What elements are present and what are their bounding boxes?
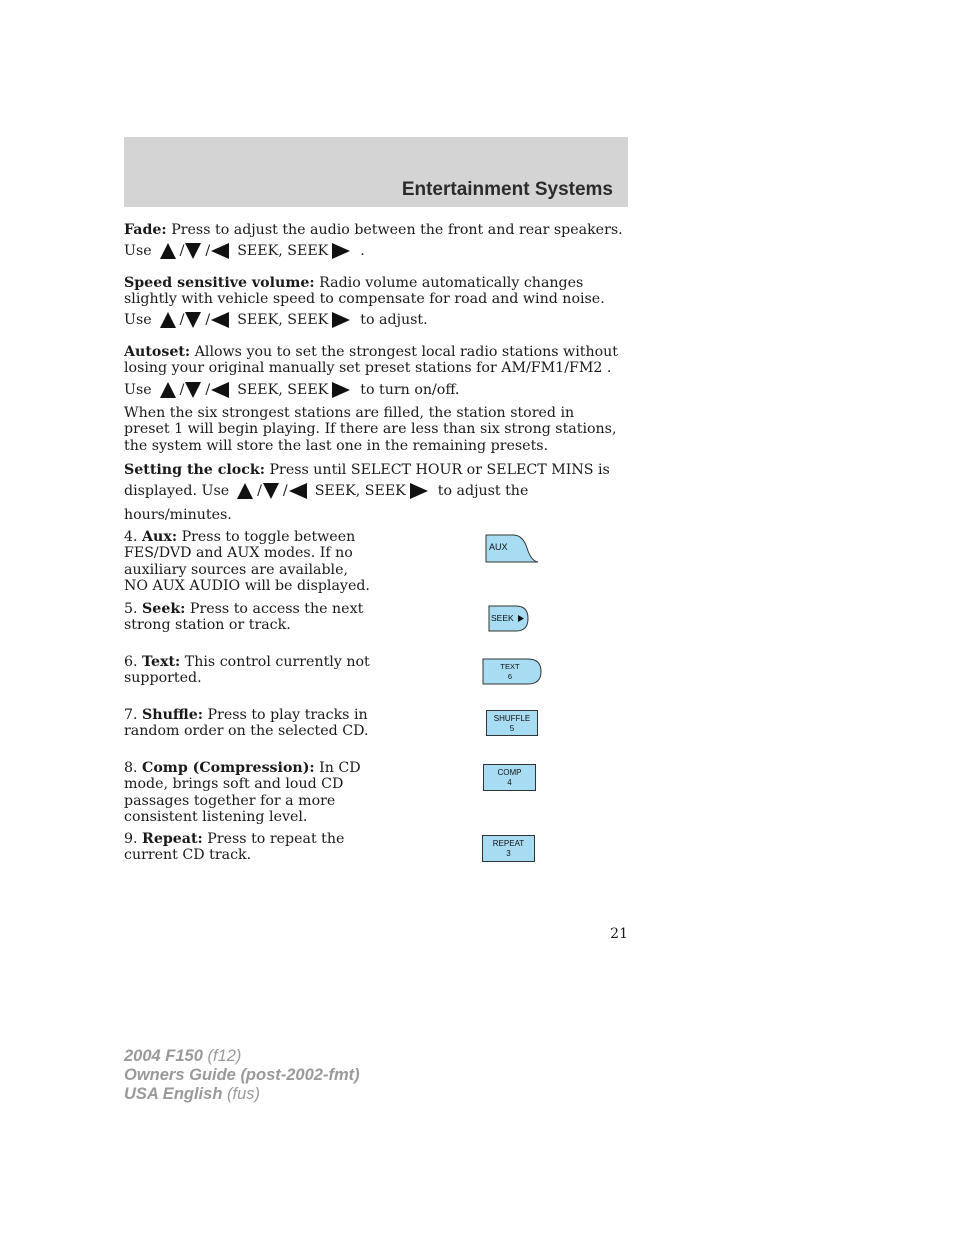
item-label: Shuffle: [142, 707, 204, 723]
use-text: displayed. Use [124, 483, 230, 499]
item-text: Press to repeat the current CD track. [124, 831, 345, 864]
repeat-button-label: REPEAT [492, 839, 525, 848]
clock-paragraph [124, 462, 624, 478]
arrow-up-icon [160, 382, 176, 398]
item-shuffle [124, 707, 374, 740]
autoset-text: Allows you to set the strongest local radio stations without losing your original manually set preset stations for AM/FM1/FM2 . [124, 344, 618, 377]
speed-label: Speed sensitive volume: [124, 275, 315, 291]
fade-use-line: Use / / SEEK, SEEK . [124, 243, 365, 259]
use-text: Use [124, 382, 152, 398]
autoset-paragraph [124, 344, 624, 377]
item-label: Seek: [142, 601, 186, 617]
arrow-up-icon [160, 243, 176, 259]
arrow-right-icon [332, 312, 350, 328]
text-button-label: TEXT [500, 662, 520, 671]
item-label: Comp (Compression): [142, 760, 315, 776]
item-number: 4. [124, 529, 143, 545]
text-button-number: 6 [507, 672, 513, 681]
item-label: Text: [142, 654, 181, 670]
fade-label: Fade: [124, 222, 167, 238]
clock-text: Press until SELECT HOUR or SELECT MINS is [264, 462, 610, 478]
speed-use-line: Use / / SEEK, SEEK to adjust. [124, 312, 428, 328]
item-text: This control currently not supported. [124, 654, 370, 687]
use-end-text: . [360, 243, 365, 259]
seek-text: SEEK, SEEK [314, 483, 406, 499]
arrow-left-icon [289, 483, 307, 499]
arrow-up-icon [160, 312, 176, 328]
arrow-down-icon [185, 312, 201, 328]
arrow-up-icon [237, 483, 253, 499]
item-number: 7. [124, 707, 143, 723]
arrow-right-icon [410, 483, 428, 499]
use-text: Use [124, 243, 152, 259]
footer-language: USA English [124, 1085, 223, 1103]
arrow-right-icon [332, 243, 350, 259]
item-number: 9. [124, 831, 143, 847]
speed-paragraph [124, 275, 624, 308]
shuffle-button-label: SHUFFLE [493, 714, 531, 723]
arrow-right-icon [332, 382, 350, 398]
repeat-button-number: 3 [506, 849, 511, 858]
autoset-use-line: Use / / SEEK, SEEK to turn on/off. [124, 382, 460, 398]
section-title: Entertainment Systems [401, 179, 613, 200]
autoset-note: When the six strongest stations are filled, the station stored in preset 1 will begin playing. If there are less than six strong stations, the system will store the last one in the remaining presets. [124, 405, 617, 454]
arrow-left-icon [211, 382, 229, 398]
repeat-button[interactable] [482, 835, 535, 862]
arrow-down-icon [263, 483, 279, 499]
use-text: Use [124, 312, 152, 328]
footer-guide: Owners Guide (post-2002-fmt) [124, 1066, 360, 1084]
item-label: Repeat: [142, 831, 203, 847]
item-label: Aux: [142, 529, 178, 545]
footer-line-language [124, 1085, 360, 1104]
item-text: Press to access the next strong station or track. [124, 601, 364, 634]
speed-text: Radio volume automatically changes slightly with vehicle speed to compensate for road and wind noise. [124, 275, 605, 308]
footer-language-code: (fus) [222, 1085, 260, 1103]
page-number: 21 [610, 926, 628, 942]
arrow-left-icon [211, 312, 229, 328]
item-number: 6. [124, 654, 143, 670]
item-seek [124, 601, 374, 634]
section-header [124, 137, 628, 207]
seek-button[interactable] [488, 605, 530, 633]
shuffle-button[interactable] [486, 710, 538, 736]
fade-paragraph [124, 222, 624, 238]
item-text: Press to toggle between FES/DVD and AUX modes. If no auxiliary sources are available, NO AUX AUDIO will be displayed. [124, 529, 370, 595]
item-text: Press to play tracks in random order on the selected CD. [124, 707, 369, 740]
footer-line-guide [124, 1066, 360, 1085]
text-button[interactable] [482, 658, 544, 686]
fade-text: Press to adjust the audio between the front and rear speakers. [166, 222, 623, 238]
use-end-text: to adjust. [360, 312, 428, 328]
clock-use-line: displayed. Use / / SEEK, SEEK to adjust the [124, 483, 529, 499]
footer-model: 2004 F150 [124, 1047, 203, 1065]
comp-button[interactable] [483, 764, 536, 791]
item-number: 5. [124, 601, 143, 617]
aux-button[interactable] [485, 534, 541, 564]
item-comp [124, 760, 374, 826]
comp-button-label: COMP [497, 768, 522, 777]
comp-button-number: 4 [507, 778, 512, 787]
item-repeat [124, 831, 374, 864]
use-end-text: to turn on/off. [360, 382, 460, 398]
arrow-down-icon [185, 243, 201, 259]
footer-line-model [124, 1047, 360, 1066]
clock-tail: hours/minutes. [124, 507, 232, 523]
use-end-text: to adjust the [437, 483, 529, 499]
arrow-down-icon [185, 382, 201, 398]
arrow-left-icon [211, 243, 229, 259]
clock-label: Setting the clock: [124, 462, 265, 478]
item-aux [124, 529, 374, 595]
seek-text: SEEK, SEEK [237, 312, 329, 328]
shuffle-button-number: 5 [509, 724, 515, 733]
autoset-label: Autoset: [124, 344, 191, 360]
seek-button-label: SEEK [491, 613, 514, 623]
footer-model-code: (f12) [202, 1047, 242, 1065]
item-text: In CD mode, brings soft and loud CD passages together for a more consistent listening level. [124, 760, 361, 826]
item-text-control [124, 654, 374, 687]
seek-text: SEEK, SEEK [237, 382, 329, 398]
document-footer [124, 1047, 360, 1104]
item-number: 8. [124, 760, 143, 776]
aux-button-label: AUX [489, 542, 508, 552]
seek-text: SEEK, SEEK [237, 243, 329, 259]
